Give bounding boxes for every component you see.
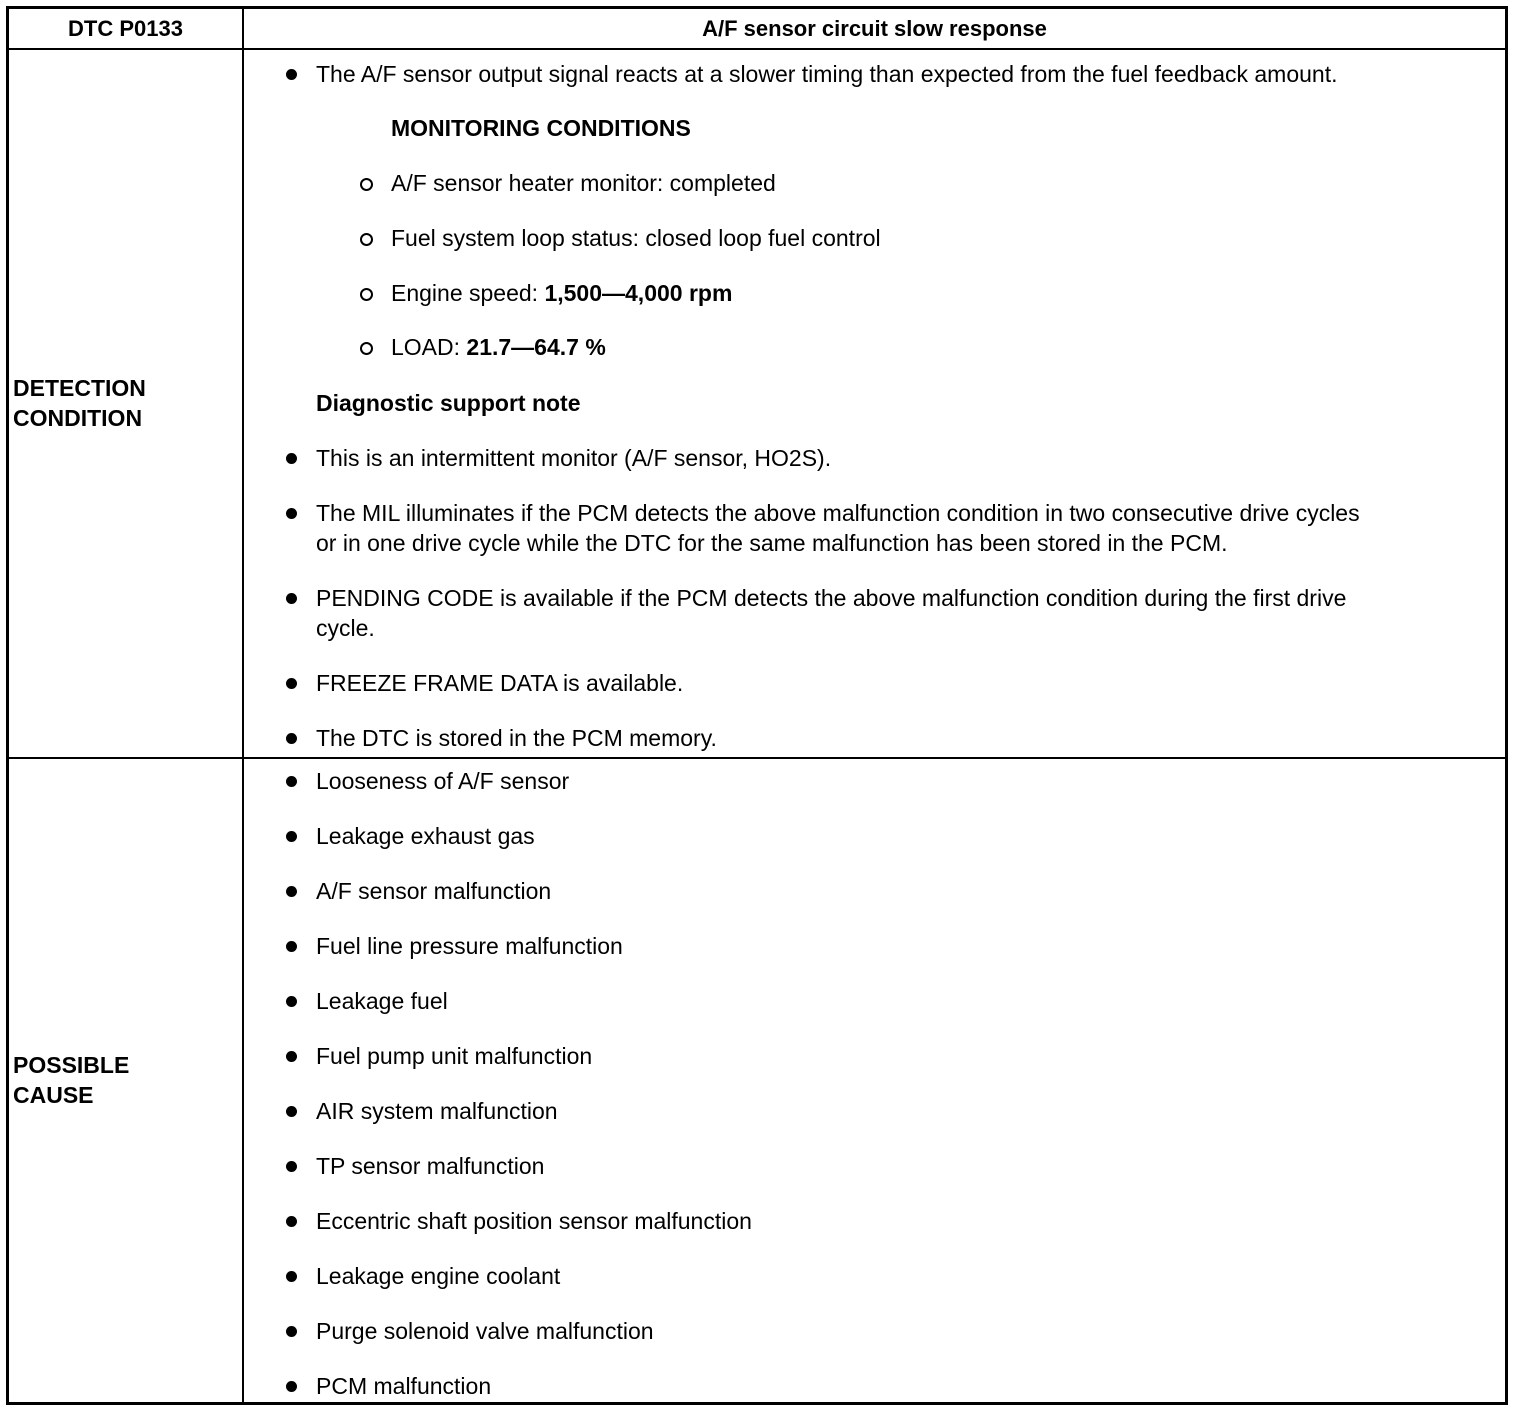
bullet-icon [286,1161,297,1172]
cause-item: AIR system malfunction [316,1098,558,1124]
cause-item: Looseness of A/F sensor [316,768,570,794]
diagnostic-support-heading: Diagnostic support note [316,390,581,416]
cause-item: PCM malfunction [316,1373,492,1399]
note-dtc-stored: The DTC is stored in the PCM memory. [316,725,717,751]
note-pending-line1: PENDING CODE is available if the PCM detects the above malfunction condition during the first drive [316,585,1347,611]
ring-bullet-icon [360,233,373,246]
column-divider [242,9,244,1402]
condition-load [391,332,606,362]
monitoring-conditions-heading: MONITORING CONDITIONS [391,115,691,141]
condition-engine-speed-label: Engine speed: [391,280,545,306]
bullet-icon [286,508,297,519]
cause-item: Leakage exhaust gas [316,823,535,849]
bullet-icon [286,1216,297,1227]
condition-fuel-loop: Fuel system loop status: closed loop fuel control [391,225,881,251]
cause-item: A/F sensor malfunction [316,878,552,904]
bullet-icon [286,831,297,842]
dtc-title: A/F sensor circuit slow response [702,15,1047,41]
condition-engine-speed [391,278,732,308]
row-divider [9,757,1505,759]
possible-label-line1: POSSIBLE [13,1052,130,1078]
note-mil-line1: The MIL illuminates if the PCM detects the above malfunction condition in two consecutive drive cycles [316,500,1360,526]
cause-item: Leakage fuel [316,988,448,1014]
cause-item: Eccentric shaft position sensor malfunction [316,1208,752,1234]
detection-label-line2: CONDITION [13,405,143,431]
note-intermittent: This is an intermittent monitor (A/F sensor, HO2S). [316,445,832,471]
ring-bullet-icon [360,342,373,355]
detection-label-line1: DETECTION [13,375,146,401]
cause-item: TP sensor malfunction [316,1153,545,1179]
ring-bullet-icon [360,288,373,301]
bullet-icon [286,1381,297,1392]
possible-label-line2: CAUSE [13,1082,94,1108]
cause-item: Purge solenoid valve malfunction [316,1318,654,1344]
header-divider [9,48,1505,50]
bullet-icon [286,1051,297,1062]
note-pending-line2: cycle. [316,615,375,641]
detection-intro: The A/F sensor output signal reacts at a slower timing than expected from the fuel feedback amount. [316,61,1338,87]
dtc-code: DTC P0133 [68,15,183,41]
ring-bullet-icon [360,178,373,191]
bullet-icon [286,593,297,604]
detection-condition-label [9,373,242,433]
bullet-icon [286,886,297,897]
bullet-icon [286,69,297,80]
bullet-icon [286,941,297,952]
bullet-icon [286,1106,297,1117]
cause-item: Fuel pump unit malfunction [316,1043,593,1069]
condition-engine-speed-value: 1,500—4,000 rpm [544,280,733,306]
bullet-icon [286,733,297,744]
bullet-icon [286,776,297,787]
condition-load-label: LOAD: [391,334,467,360]
condition-heater-monitor: A/F sensor heater monitor: completed [391,170,776,196]
cause-item: Fuel line pressure malfunction [316,933,623,959]
dtc-table [6,6,1508,1405]
bullet-icon [286,1326,297,1337]
cause-item: Leakage engine coolant [316,1263,561,1289]
condition-load-value: 21.7—64.7 % [466,334,606,360]
note-freeze-frame: FREEZE FRAME DATA is available. [316,670,684,696]
note-mil-line2: or in one drive cycle while the DTC for the same malfunction has been stored in the PCM. [316,530,1228,556]
possible-cause-label [9,1050,242,1110]
bullet-icon [286,678,297,689]
bullet-icon [286,1271,297,1282]
bullet-icon [286,996,297,1007]
bullet-icon [286,453,297,464]
